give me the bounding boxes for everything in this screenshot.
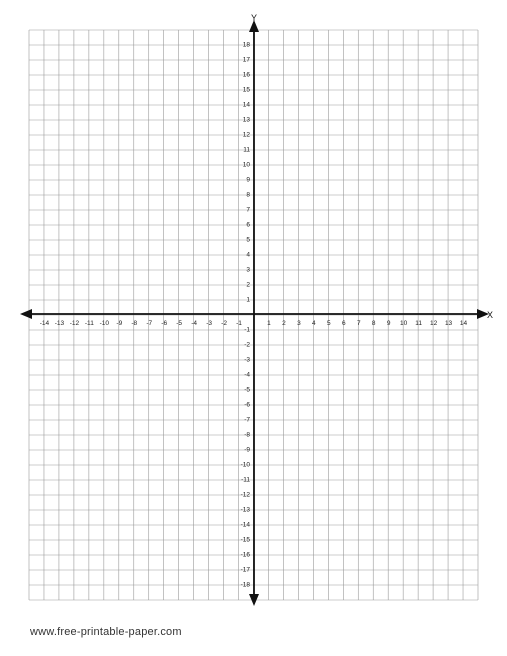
x-tick-label: -4: [191, 320, 198, 327]
y-tick-label: -11: [241, 476, 250, 484]
y-tick-label: 1: [246, 296, 250, 304]
x-tick-label: 3: [297, 320, 301, 327]
y-tick-label: 17: [242, 56, 250, 64]
y-tick-label: -3: [244, 356, 250, 364]
y-tick-label: 12: [242, 131, 250, 139]
y-tick-label: 3: [246, 266, 250, 274]
x-tick-label: -5: [176, 320, 183, 327]
x-tick-label: -6: [161, 320, 168, 327]
x-tick-label: 14: [459, 320, 468, 327]
y-tick-label: 7: [246, 206, 250, 214]
y-tick-label: 5: [246, 236, 250, 244]
x-tick-label: 2: [282, 320, 286, 327]
x-tick-label: -13: [54, 320, 65, 327]
y-tick-label: 16: [242, 71, 250, 79]
x-tick-label: -10: [99, 320, 110, 327]
axes: [20, 20, 489, 606]
y-axis-label: Y: [251, 13, 258, 23]
x-tick-label: 6: [341, 320, 346, 327]
y-tick-label: 14: [242, 101, 250, 109]
y-tick-label: -14: [240, 521, 250, 529]
x-tick-label: 9: [386, 320, 391, 327]
y-tick-label: -10: [240, 461, 250, 469]
x-tick-label: 4: [312, 320, 316, 327]
x-axis-left-arrow-icon: [20, 309, 32, 319]
y-tick-label: 15: [242, 86, 250, 94]
y-tick-label: -8: [244, 431, 250, 439]
y-tick-label: -7: [244, 416, 250, 424]
x-tick-label: -2: [221, 320, 227, 327]
x-tick-label: -14: [39, 320, 50, 327]
x-tick-label: 1: [267, 320, 271, 327]
y-tick-label: 13: [242, 116, 250, 124]
x-tick-label: 13: [444, 320, 453, 327]
x-tick-label: -8: [131, 320, 138, 327]
y-tick-label: 9: [246, 176, 250, 184]
y-tick-label: 10: [242, 161, 250, 169]
y-tick-label: -4: [244, 371, 250, 379]
x-tick-label: -11: [84, 320, 94, 327]
x-tick-label: -7: [146, 320, 153, 327]
y-tick-label: -16: [240, 551, 250, 559]
x-tick-label: -12: [69, 320, 80, 327]
y-tick-label: -18: [240, 581, 250, 589]
x-tick-label: -9: [116, 320, 123, 327]
y-tick-label: -5: [244, 386, 250, 394]
x-axis-label: X: [487, 310, 494, 320]
x-tick-label: 8: [371, 320, 376, 327]
x-tick-label: 7: [356, 320, 361, 327]
y-tick-label: -17: [240, 566, 250, 574]
y-tick-label: 4: [246, 251, 250, 259]
y-tick-label: 2: [246, 281, 250, 289]
y-tick-label: 18: [242, 41, 250, 49]
y-tick-label: 11: [243, 146, 250, 154]
y-tick-label: -12: [240, 491, 250, 499]
footer-website: www.free-printable-paper.com: [30, 626, 182, 638]
x-tick-label: 12: [429, 320, 438, 327]
y-tick-label: -13: [240, 506, 250, 514]
x-tick-label: -3: [206, 320, 212, 327]
y-tick-label: -9: [244, 446, 250, 454]
x-tick-label: -1: [236, 320, 242, 327]
y-tick-label: -6: [244, 401, 250, 409]
y-tick-label: -2: [244, 341, 250, 349]
x-tick-label: 10: [400, 320, 408, 327]
y-tick-label: -15: [240, 536, 250, 544]
y-tick-label: -1: [244, 326, 250, 334]
x-tick-label: 5: [327, 320, 331, 327]
x-tick-label: 11: [415, 320, 423, 327]
y-tick-label: 8: [246, 191, 250, 199]
y-tick-label: 6: [246, 221, 250, 229]
